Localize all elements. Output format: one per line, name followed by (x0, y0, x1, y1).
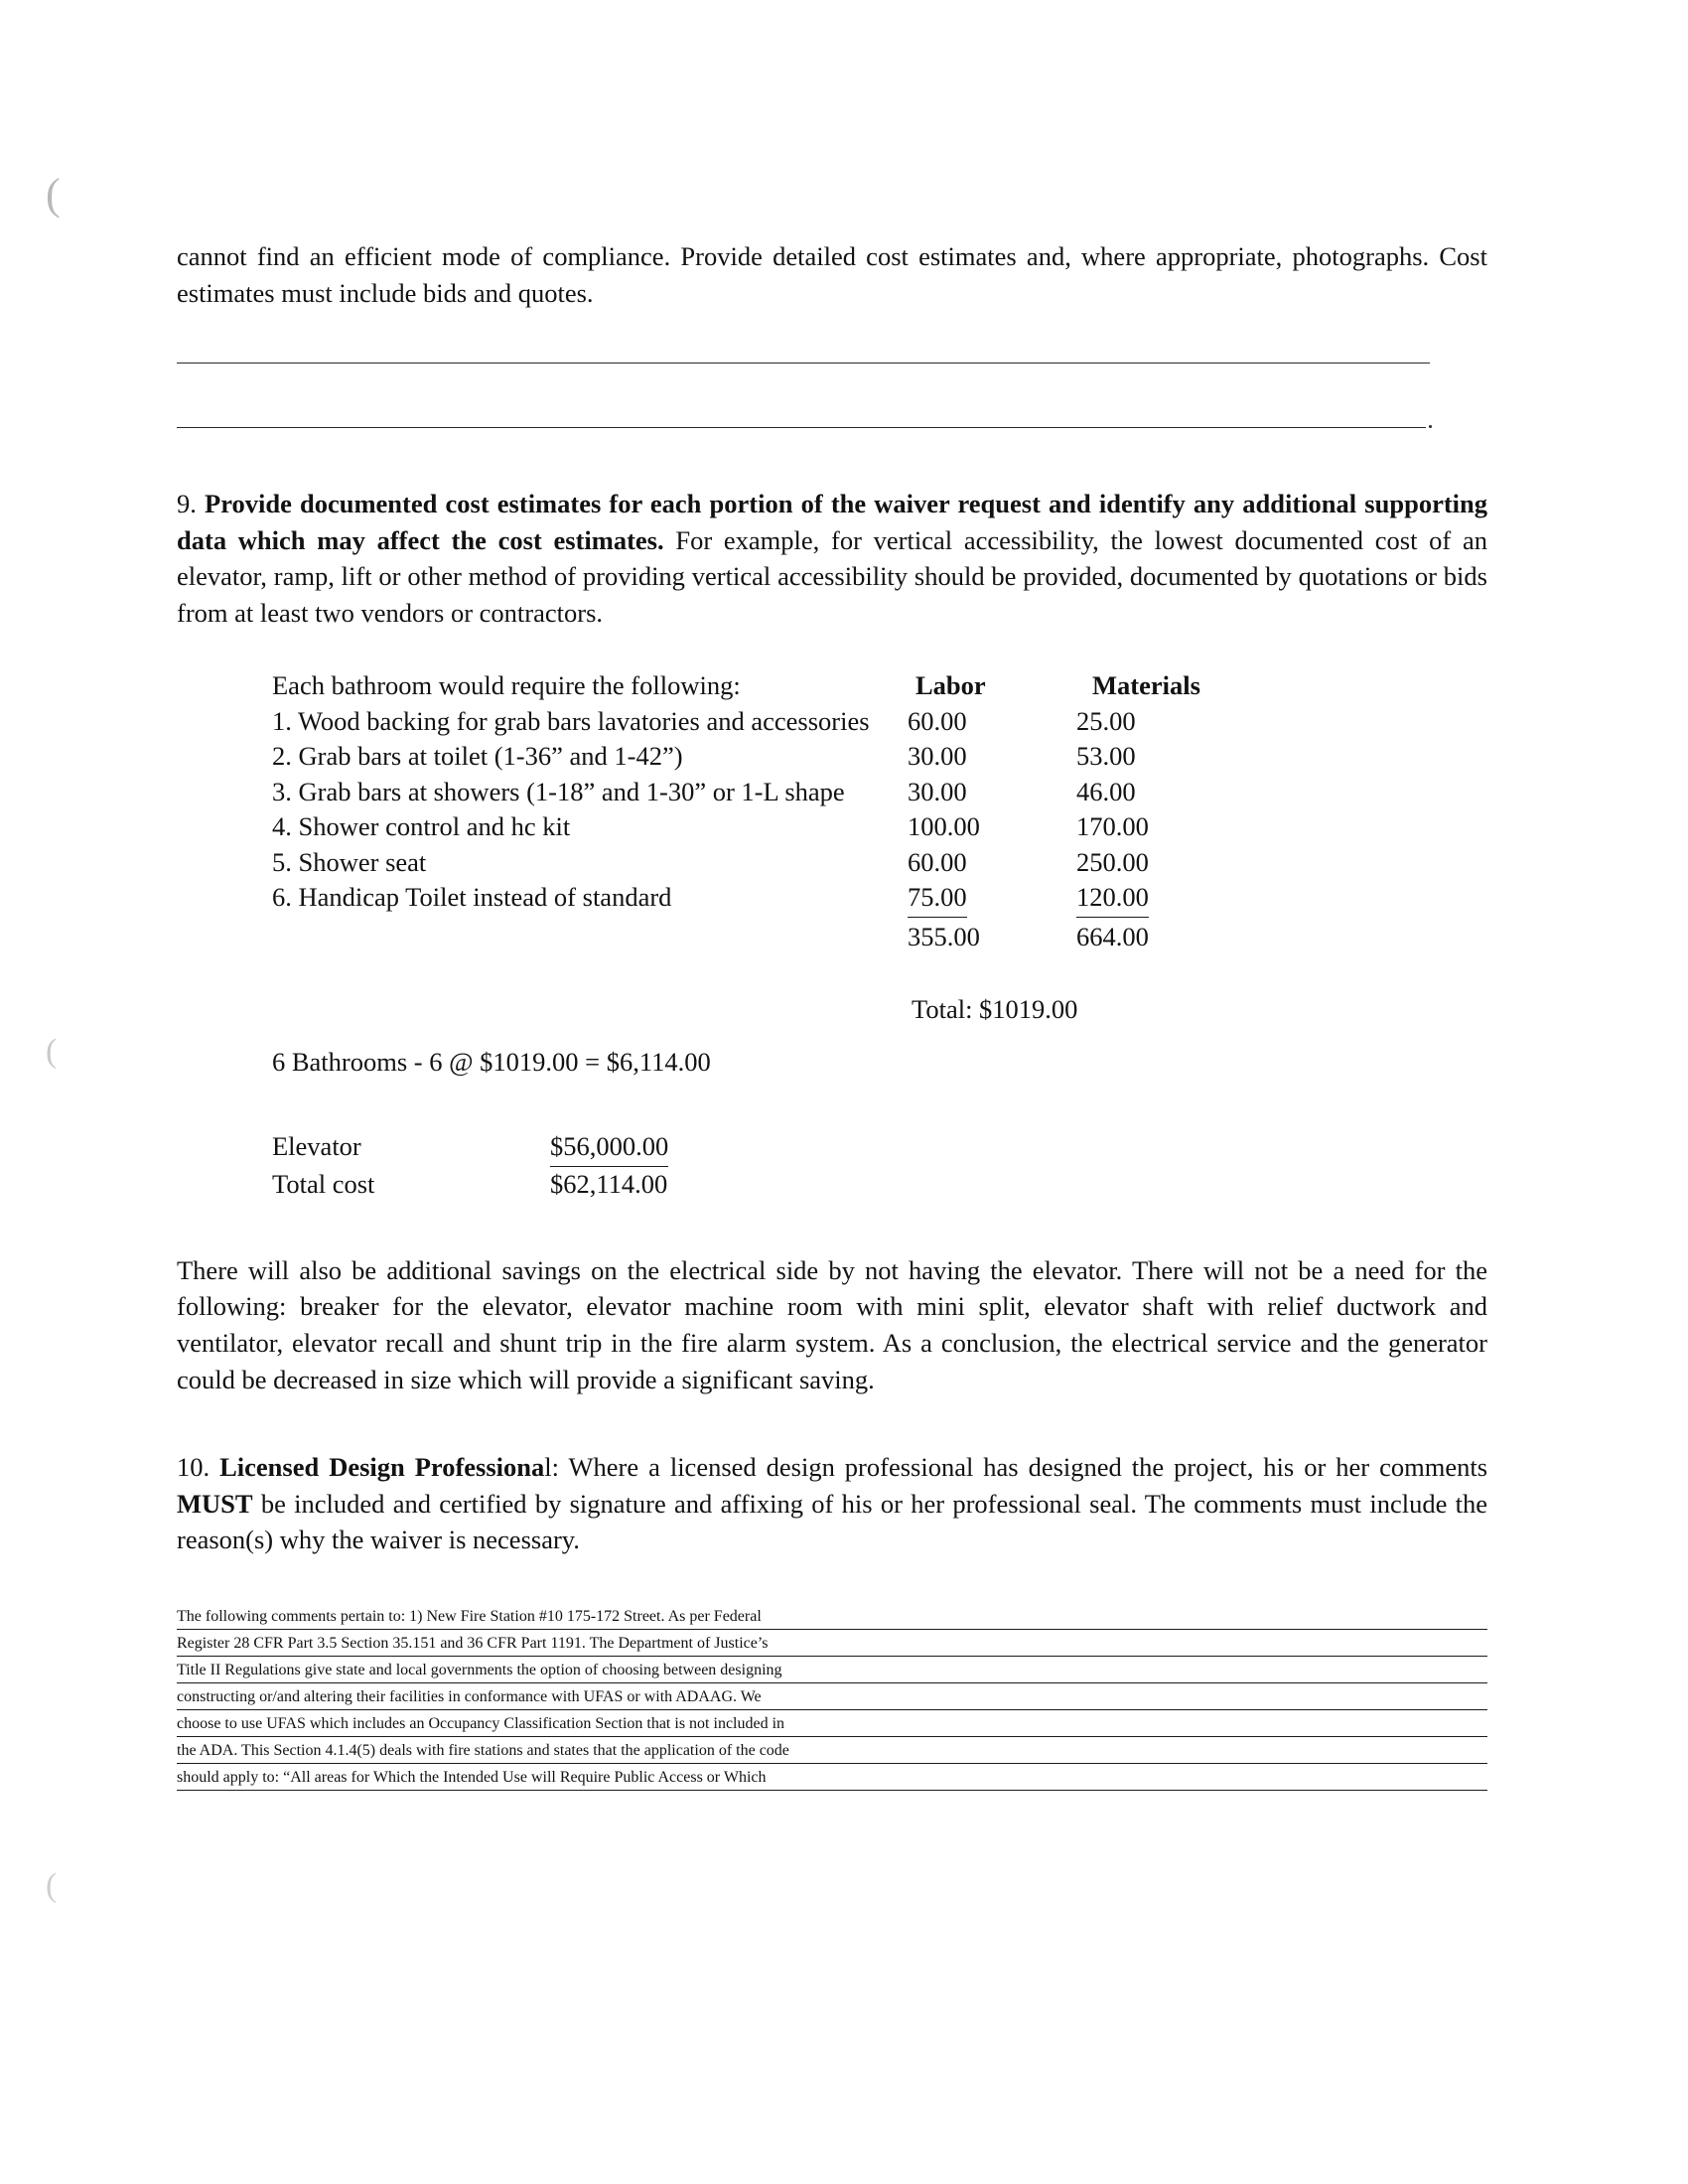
cost-row-desc: 1. Wood backing for grab bars lavatories and accessories (272, 705, 870, 736)
cost-row-labor-value: 75.00 (908, 880, 967, 918)
comments-line: should apply to: “All areas for Which the Intended Use will Require Public Access or Which (177, 1769, 1487, 1791)
question-9-paragraph (177, 486, 1487, 631)
comments-line: Register 28 CFR Part 3.5 Section 35.151 and 36 CFR Part 1191. The Department of Justice’s (177, 1635, 1487, 1657)
cost-row-materials: 170.00 (1076, 811, 1149, 842)
comments-line: the ADA. This Section 4.1.4(5) deals with fire stations and states that the application of the code (177, 1742, 1487, 1764)
question-10-bold-title: Licensed Design Professiona (219, 1452, 545, 1483)
cost-row-desc: 3. Grab bars at showers (1-18” and 1-30” or 1-L shape (272, 776, 845, 806)
cost-estimate-table (272, 668, 1364, 954)
total-cost-label: Total cost (272, 1169, 375, 1200)
total-cost-row (272, 1167, 1487, 1203)
cost-row-materials: 53.00 (1076, 741, 1136, 772)
comments-line: Title II Regulations give state and local governments the option of choosing between designing (177, 1662, 1487, 1683)
cost-total-labor: 355.00 (908, 921, 980, 951)
table-row (272, 880, 1364, 918)
table-row (272, 704, 1364, 740)
cost-table-column-labor: Labor (915, 670, 986, 701)
cost-row-materials (1076, 880, 1255, 918)
cost-table-column-materials: Materials (1092, 670, 1200, 701)
designer-comments-block (177, 1608, 1487, 1791)
document-body (177, 238, 1487, 1796)
total-cost-value: $62,114.00 (550, 1169, 668, 1200)
scan-artifact-paren: ( (46, 1867, 58, 1904)
cost-row-materials-value: 120.00 (1076, 880, 1149, 918)
cost-row-desc: 4. Shower control and hc kit (272, 811, 571, 842)
comments-line: The following comments pertain to: 1) New Fire Station #10 175-172 Street. As per Federal (177, 1608, 1487, 1630)
cost-row-labor: 30.00 (908, 776, 967, 806)
cost-row-desc: 5. Shower seat (272, 846, 427, 877)
savings-paragraph: There will also be additional savings on the electrical side by not having the elevator. There will not be a need for the following: breaker for the elevator, elevator machine room with mini split, elevator shaft with relief ductwork and ventilator, elevator recall and shunt trip in the fire alarm system. As a conclusion, the electrical service and the generator could be decreased in size which will provide a significant saving. (177, 1254, 1487, 1394)
question-9-bold: Provide documented cost estimates for each portion of the waiver request and identify any additional supporting data which may affect the cost estimates. (177, 489, 1487, 555)
scan-artifact-paren: ( (46, 170, 61, 218)
cost-row-desc: 2. Grab bars at toilet (1-36” and 1-42”) (272, 741, 683, 772)
question-9-rest: For example, for vertical accessibility, the lowest documented cost of an elevator, ramp, lift or other method of providing vertical accessibility should be provided, documented by quotations or bids from at least two vendors or contractors. (177, 524, 1487, 628)
table-row (272, 739, 1364, 775)
table-row (272, 845, 1364, 881)
elevator-label: Elevator (272, 1131, 361, 1162)
comments-line: constructing or/and altering their facilities in conformance with UFAS or with ADAAG. We (177, 1688, 1487, 1710)
elevator-value-wrap (550, 1129, 668, 1167)
question-10-number: 10. (177, 1452, 211, 1483)
cost-row-labor: 100.00 (908, 811, 980, 842)
cost-row-materials: 25.00 (1076, 705, 1136, 736)
comments-line: choose to use UFAS which includes an Occupancy Classification Section that is not included in (177, 1715, 1487, 1737)
answer-line-2[interactable] (177, 427, 1426, 428)
cost-total-materials: 664.00 (1076, 921, 1149, 951)
table-row (272, 809, 1364, 845)
cost-row-labor (908, 880, 1076, 918)
cost-row-materials: 250.00 (1076, 846, 1149, 877)
cost-total-line: Total: $1019.00 (912, 994, 1078, 1025)
elevator-value: $56,000.00 (550, 1129, 668, 1167)
question-9-number: 9. (177, 489, 197, 519)
question-10-paragraph (177, 1449, 1487, 1558)
question-10-after-title: l: Where a licensed design professional has designed the project, his or her comments (544, 1452, 1488, 1483)
question-10-must: MUST (177, 1488, 253, 1519)
cost-row-labor: 30.00 (908, 741, 967, 772)
cost-table-totals-row (272, 920, 1364, 955)
elevator-total-block (272, 1129, 1487, 1203)
bathrooms-calculation-line: 6 Bathrooms - 6 @ $1019.00 = $6,114.00 (272, 1047, 711, 1078)
table-row (272, 775, 1364, 810)
cost-row-labor: 60.00 (908, 846, 967, 877)
cost-table-caption: Each bathroom would require the following: (272, 670, 741, 701)
cost-row-desc: 6. Handicap Toilet instead of standard (272, 882, 672, 913)
answer-lines (177, 363, 1487, 428)
cost-row-materials: 46.00 (1076, 776, 1136, 806)
elevator-row (272, 1129, 1487, 1167)
question-10-rest: be included and certified by signature and affixing of his or her professional seal. The comments must include the reason(s) why the waiver is necessary. (177, 1488, 1487, 1555)
scan-artifact-paren: ( (46, 1033, 58, 1070)
intro-paragraph: cannot find an efficient mode of compliance. Provide detailed cost estimates and, where appropriate, photographs. Cost estimates must include bids and quotes. (177, 241, 1487, 308)
answer-line-1[interactable] (177, 363, 1430, 364)
cost-table-header-row (272, 668, 1364, 704)
cost-row-labor: 60.00 (908, 705, 967, 736)
